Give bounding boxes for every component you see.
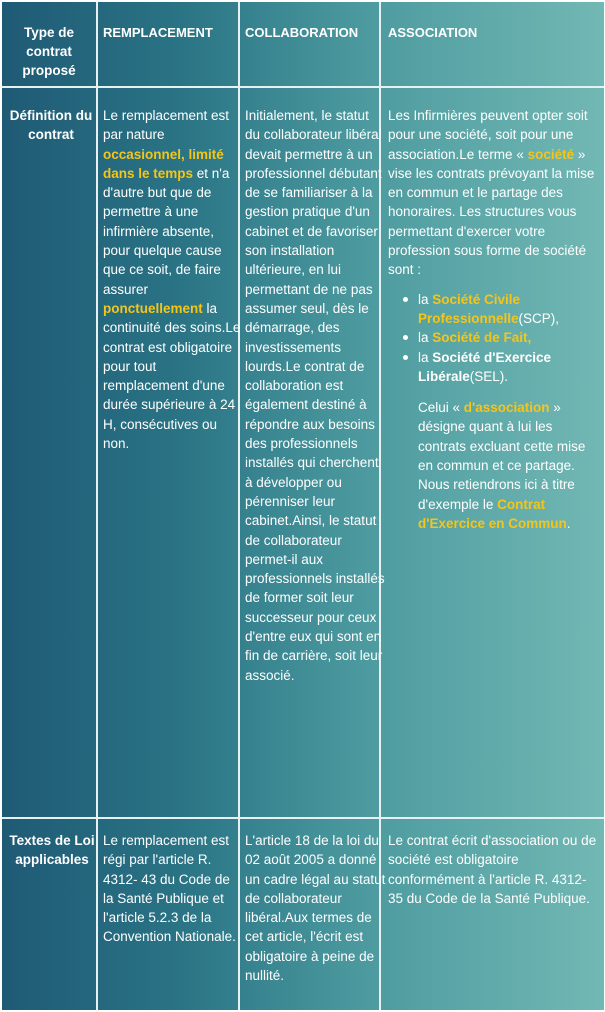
highlight-contrat-exercice: Contrat d'Exercice en Commun — [418, 496, 567, 531]
row-label-textes: Textes de Loi applicables — [9, 833, 95, 867]
definition-remplacement-text-2: et n'a d'autre but que de permettre à une infirmière absente, pour quelque cause que ce soit, de faire assurer — [103, 165, 230, 297]
row-label-definition: Définition du contrat — [9, 108, 93, 142]
highlight-ponctuellement: ponctuellement — [103, 300, 203, 316]
definition-remplacement-text-1: Le remplacement est par nature — [103, 108, 230, 143]
textes-collaboration: L'article 18 de la loi du 02 août 2005 a donné un cadre légal au statut de collaborateur libéral.Aux termes de cet article, l'écrit est obligatoire à peine de nullité. — [245, 833, 386, 984]
header-type-contrat: Type de contrat proposé — [22, 25, 76, 78]
highlight-societe: société — [527, 146, 575, 162]
association-celui-paragraph: Celui « d'association » désigne quant à lui les contrats excluant cette mise en commun et ce partage. Nous retiendrons ici à titre d'exemple le Contrat d'Exercice en Commun. — [418, 400, 586, 531]
highlight-occasionnel: occasionnel, limité dans le temps — [103, 146, 224, 181]
association-text-1: Les Infirmières peuvent opter soit pour une société, soit pour une association.Le terme « — [388, 108, 588, 162]
textes-remplacement: Le remplacement est régi par l'article R. 4312- 43 du Code de la Santé Publique et l'article 5.2.3 de la Convention Nationale. — [103, 833, 236, 945]
list-item: la Société d'Exercice Libérale(SEL). — [418, 348, 601, 387]
row-divider — [2, 86, 604, 88]
definition-remplacement-text-3: la continuité des soins.Le contrat est obligatoire pour tout remplacement d'une durée supérieure à 24 H, consécutives ou non. — [103, 300, 241, 452]
header-collaboration: COLLABORATION — [245, 25, 359, 40]
highlight-association: d'association — [463, 400, 550, 416]
definition-collaboration: Initialement, le statut du collaborateur libéral devait permettre à un professionnel débutant de se familiariser à la gestion pratique d'un cabinet et de favoriser son installation ultérieure, en lui permettant de ne pas assumer seul, dès le démarrage, des investissements lourds.Le contrat de collaboration est également destiné à répondre aux besoins des professionnels installés qui cherchent à développer ou pérenniser leur cabinet.Ainsi, le statut de collaborateur permet-il aux professionnels installés de former soit leur successeur pour ceux d'entre eux qui sont en fin de carrière, soit leur associé. — [245, 108, 385, 683]
contract-comparison-table — [2, 2, 604, 1010]
association-text-2: » vise les contrats prévoyant la mise en commun et le partage des honoraires. Les structures vous permettant d'exercer votre profession sous forme de société sont : — [388, 146, 595, 278]
header-association: ASSOCIATION — [388, 25, 478, 40]
header-remplacement: REMPLACEMENT — [103, 25, 213, 40]
definition-association — [388, 106, 601, 533]
list-item: la Société Civile Professionnelle(SCP), — [418, 290, 601, 329]
list-item: la Société de Fait, — [418, 328, 601, 347]
textes-association: Le contrat écrit d'association ou de société est obligatoire conformément à l'article R. 4312- 35 du Code de la Santé Publique. — [388, 833, 597, 906]
row-divider — [2, 817, 604, 819]
societe-types-list — [388, 290, 601, 386]
definition-remplacement — [103, 106, 243, 453]
